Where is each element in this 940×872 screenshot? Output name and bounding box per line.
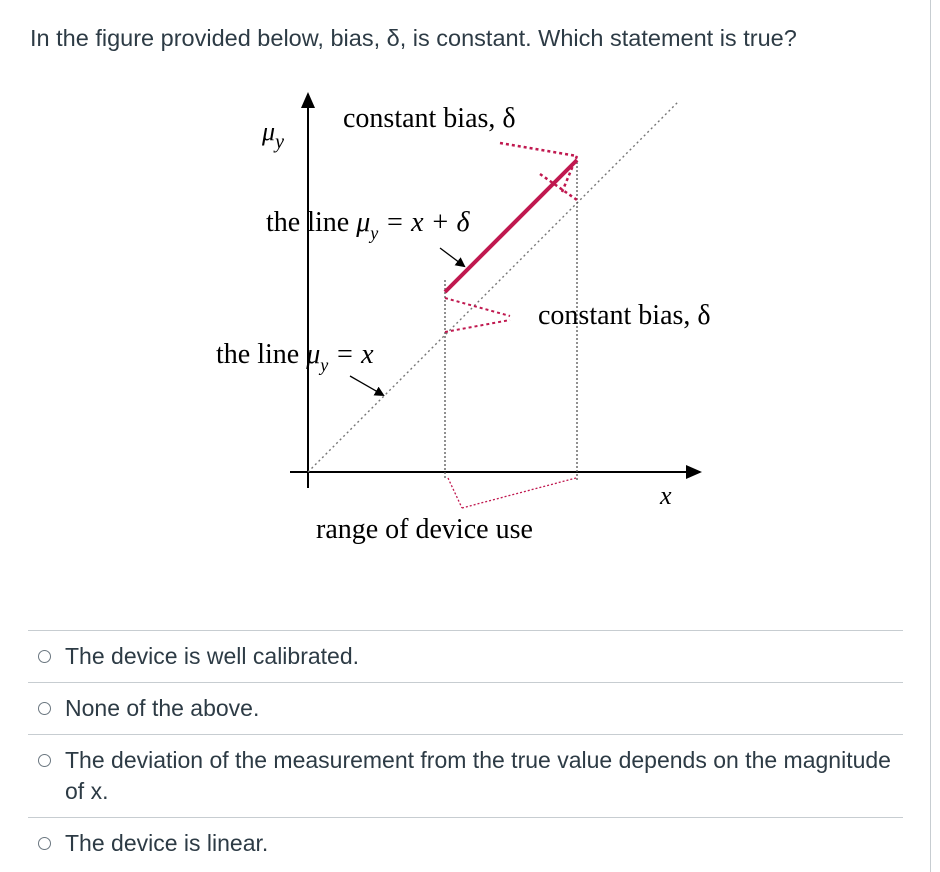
line1-pointer: [440, 248, 464, 266]
radio-button-3[interactable]: [38, 754, 51, 767]
question-text: In the figure provided below, bias, δ, is constant. Which statement is true?: [30, 25, 797, 51]
radio-button-1[interactable]: [38, 650, 51, 663]
side-bias-bracket-1: [445, 298, 510, 316]
answer-label-4: The device is linear.: [65, 830, 269, 856]
bias-diagram: [200, 80, 760, 560]
x-axis-label: x: [660, 481, 672, 510]
answer-list: [28, 630, 903, 869]
y-axis-label: $\mu_y$: [262, 117, 284, 153]
reference-line: [308, 102, 678, 472]
answer-option-4[interactable]: [28, 817, 903, 869]
answer-option-3[interactable]: [28, 734, 903, 817]
line2-pointer: [350, 376, 383, 395]
reference-line-label: the line $\mu_y = x$: [216, 339, 374, 375]
answer-option-2[interactable]: [28, 682, 903, 734]
range-bracket-left: [448, 478, 462, 508]
answer-option-1[interactable]: [28, 630, 903, 682]
bias-figure: [200, 80, 760, 560]
radio-button-4[interactable]: [38, 837, 51, 850]
radio-button-2[interactable]: [38, 702, 51, 715]
answer-label-1: The device is well calibrated.: [65, 643, 360, 669]
answer-label-3: The deviation of the measurement from the true value depends on the magnitude of x.: [65, 747, 891, 804]
side-bias-bracket-2: [445, 320, 510, 332]
top-bias-bracket-1: [500, 143, 577, 156]
top-bias-label: constant bias, δ: [343, 103, 516, 134]
answer-label-2: None of the above.: [65, 695, 260, 721]
range-bracket-right: [462, 478, 576, 508]
range-label: range of device use: [316, 514, 533, 545]
biased-line-label: the line $\mu_y = x + \delta$: [266, 207, 470, 243]
side-bias-label: constant bias, δ: [538, 300, 711, 331]
